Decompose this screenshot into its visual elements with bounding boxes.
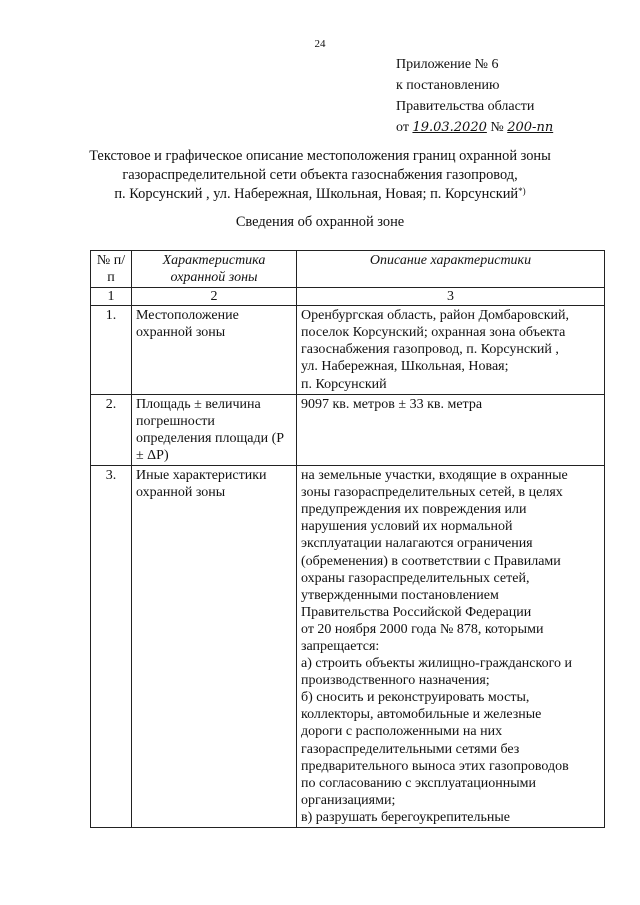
row-description bbox=[297, 394, 605, 465]
description-line: эксплуатации налагаются ограничения bbox=[301, 536, 533, 552]
description-line: по согласованию с эксплуатационными bbox=[301, 775, 536, 791]
row-description bbox=[297, 306, 605, 394]
page-number: 24 bbox=[314, 38, 326, 50]
header-description: Описание характеристики bbox=[297, 251, 605, 288]
description-line: производственного назначения; bbox=[301, 673, 490, 689]
header-characteristic: Характеристика охранной зоны bbox=[132, 251, 297, 288]
numbering-col-1: 1 bbox=[91, 288, 132, 306]
description-line: газораспределительными сетями без bbox=[301, 741, 520, 757]
description-line: зоны газораспределительных сетей, в целях bbox=[301, 485, 563, 501]
description-line: 9097 кв. метров ± 33 кв. метра bbox=[301, 396, 483, 412]
table-row bbox=[91, 394, 605, 465]
appendix-line-1: Приложение № 6 bbox=[396, 57, 499, 72]
description-line: б) сносить и реконструировать мосты, bbox=[301, 690, 530, 706]
title-line-2: газораспределительной сети объекта газоснабжения газопровод, bbox=[122, 167, 518, 183]
header-number: № п/п bbox=[91, 251, 132, 288]
protection-zone-table bbox=[90, 250, 605, 828]
numbering-col-2: 2 bbox=[132, 288, 297, 306]
description-line: Оренбургская область, район Домбаровский, bbox=[301, 308, 570, 324]
row-number: 1. bbox=[91, 306, 132, 394]
table-row bbox=[91, 306, 605, 394]
description-line: от 20 ноября 2000 года № 878, которыми bbox=[301, 621, 544, 637]
description-line: поселок Корсунский; охранная зона объекта bbox=[301, 325, 566, 341]
description-line: организациями; bbox=[301, 792, 396, 808]
table-row bbox=[91, 466, 605, 828]
row-number: 3. bbox=[91, 466, 132, 828]
appendix-date-line bbox=[396, 117, 553, 138]
description-line: предварительного выноса этих газопроводов bbox=[301, 758, 569, 774]
description-line: в) разрушать берегоукрепительные bbox=[301, 809, 511, 825]
title-line-1: Текстовое и графическое описание местоположения границ охранной зоны bbox=[89, 148, 551, 164]
description-line: а) строить объекты жилищно-гражданского и bbox=[301, 656, 572, 672]
description-line: нарушения условий их нормальной bbox=[301, 519, 513, 535]
handwritten-date: 19.03.2020 bbox=[412, 120, 487, 135]
numbering-col-3: 3 bbox=[297, 288, 605, 306]
number-prefix: № bbox=[490, 120, 504, 135]
table-numbering-row bbox=[91, 288, 605, 306]
row-characteristic: Иные характеристики охранной зоны bbox=[132, 466, 297, 828]
description-line: запрещается: bbox=[301, 638, 380, 654]
title-line-3-text: п. Корсунский , ул. Набережная, Школьная, Новая; п. Корсунский bbox=[114, 186, 519, 202]
appendix-block bbox=[396, 54, 553, 138]
document-title bbox=[40, 147, 600, 204]
description-line: ул. Набережная, Школьная, Новая; bbox=[301, 359, 509, 375]
description-line: охраны газораспределительных сетей, bbox=[301, 570, 530, 586]
title-line-3 bbox=[40, 185, 600, 204]
row-characteristic: Площадь ± величина погрешности определения площади (P ± ΔP) bbox=[132, 394, 297, 465]
appendix-line-2: к постановлению bbox=[396, 78, 500, 93]
row-characteristic: Местоположение охранной зоны bbox=[132, 306, 297, 394]
date-prefix: от bbox=[396, 120, 409, 135]
description-line: п. Корсунский bbox=[301, 376, 387, 392]
table-header-row bbox=[91, 251, 605, 288]
description-line: предупреждения их повреждения или bbox=[301, 502, 527, 518]
description-line: Правительства Российской Федерации bbox=[301, 604, 532, 620]
handwritten-number: 200-пп bbox=[507, 120, 554, 135]
row-description bbox=[297, 466, 605, 828]
description-line: газоснабжения газопровод, п. Корсунский , bbox=[301, 342, 559, 358]
description-line: (обременения) в соответствии с Правилами bbox=[301, 553, 561, 569]
description-line: на земельные участки, входящие в охранные bbox=[301, 468, 568, 484]
section-subtitle: Сведения об охранной зоне bbox=[235, 214, 405, 230]
footnote-mark: *) bbox=[518, 186, 526, 196]
description-line: коллекторы, автомобильные и железные bbox=[301, 707, 542, 723]
row-number: 2. bbox=[91, 394, 132, 465]
description-line: утвержденными постановлением bbox=[301, 587, 499, 603]
description-line: дороги с расположенными на них bbox=[301, 724, 503, 740]
appendix-line-3: Правительства области bbox=[396, 99, 535, 114]
